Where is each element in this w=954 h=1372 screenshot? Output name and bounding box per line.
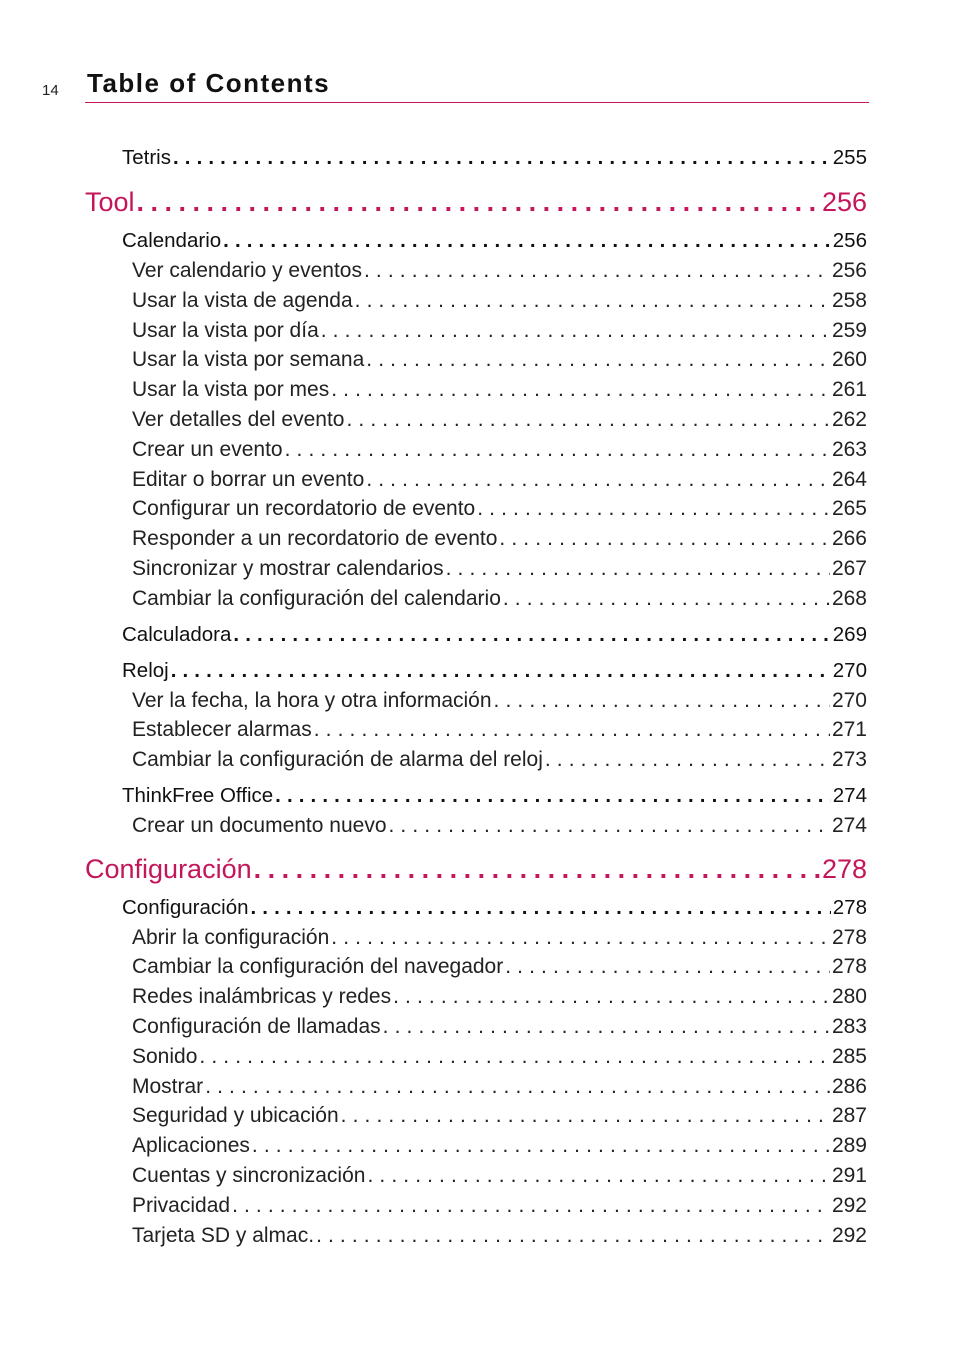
toc-entry-sub[interactable] bbox=[132, 955, 867, 983]
toc-entry-label: Establecer alarmas bbox=[132, 718, 312, 741]
toc-entry-label: Seguridad y ubicación bbox=[132, 1104, 339, 1127]
dot-leader bbox=[251, 896, 831, 920]
dot-leader bbox=[331, 926, 830, 950]
dot-leader bbox=[367, 1164, 830, 1188]
toc-entry-page-number: 264 bbox=[831, 468, 867, 491]
toc-entry-page-number: 278 bbox=[831, 955, 867, 978]
page-title: Table of Contents bbox=[87, 68, 331, 98]
toc-entry-page-number: 269 bbox=[832, 623, 867, 646]
toc-entry-label: Abrir la configuración bbox=[132, 926, 330, 949]
toc-entry-label: Usar la vista de agenda bbox=[132, 289, 353, 312]
toc-entry-page-number: 273 bbox=[831, 748, 867, 771]
toc-entry-sub[interactable] bbox=[132, 497, 867, 525]
dot-leader bbox=[446, 557, 830, 581]
toc-entry-page-number: 278 bbox=[832, 896, 867, 919]
dot-leader bbox=[477, 497, 830, 521]
toc-entry-page-number: 268 bbox=[831, 587, 867, 610]
dot-leader bbox=[314, 718, 830, 742]
dot-leader bbox=[252, 1134, 830, 1158]
toc-entry-section[interactable] bbox=[122, 784, 867, 812]
toc-entry-page-number: 256 bbox=[821, 187, 867, 217]
toc-entry-page-number: 263 bbox=[831, 438, 867, 461]
toc-entry-label: Calculadora bbox=[122, 623, 232, 646]
toc-entry-sub[interactable] bbox=[132, 1164, 867, 1192]
dot-leader bbox=[545, 748, 830, 772]
dot-leader bbox=[393, 985, 830, 1009]
toc-entry-label: ThinkFree Office bbox=[122, 784, 274, 807]
toc-entry-page-number: 267 bbox=[831, 557, 867, 580]
toc-entry-page-number: 256 bbox=[831, 259, 867, 282]
toc-entry-label: Redes inalámbricas y redes bbox=[132, 985, 392, 1008]
dot-leader bbox=[285, 438, 830, 462]
dot-leader bbox=[499, 527, 830, 551]
toc-entry-page-number: 255 bbox=[832, 146, 867, 169]
toc-entry-page-number: 292 bbox=[831, 1194, 867, 1217]
toc-entry-sub[interactable] bbox=[132, 814, 867, 842]
toc-entry-label: Cambiar la configuración del calendario bbox=[132, 587, 501, 610]
dot-leader bbox=[355, 289, 830, 313]
toc-entry-section[interactable] bbox=[122, 659, 867, 687]
toc-entry-sub[interactable] bbox=[132, 1045, 867, 1073]
toc-entry-page-number: 256 bbox=[832, 229, 867, 252]
toc-entry-sub[interactable] bbox=[132, 1194, 867, 1222]
toc-entry-sub[interactable] bbox=[132, 1224, 867, 1252]
toc-entry-label: Reloj bbox=[122, 659, 169, 682]
toc-entry-sub[interactable] bbox=[132, 689, 867, 717]
toc-entry-page-number: 283 bbox=[831, 1015, 867, 1038]
toc-entry-label: Ver calendario y eventos bbox=[132, 259, 362, 282]
toc-entry-sub[interactable] bbox=[132, 319, 867, 347]
toc-entry-label: Aplicaciones bbox=[132, 1134, 250, 1157]
dot-leader bbox=[223, 229, 831, 253]
toc-entry-label: Cuentas y sincronización bbox=[132, 1164, 366, 1187]
dot-leader bbox=[331, 378, 830, 402]
toc-entry-label: Usar la vista por semana bbox=[132, 348, 365, 371]
toc-entry-chapter[interactable] bbox=[85, 854, 867, 890]
toc-entry-section[interactable] bbox=[122, 623, 867, 651]
page-number: 14 bbox=[42, 82, 59, 99]
dot-leader bbox=[505, 955, 830, 979]
toc-entry-label: Configurar un recordatorio de evento bbox=[132, 497, 476, 520]
dot-leader bbox=[233, 623, 830, 647]
toc-entry-page-number: 259 bbox=[831, 319, 867, 342]
toc-entry-page-number: 289 bbox=[831, 1134, 867, 1157]
toc-entry-sub[interactable] bbox=[132, 259, 867, 287]
toc-entry-page-number: 270 bbox=[831, 689, 867, 712]
toc-entry-sub[interactable] bbox=[132, 718, 867, 746]
toc-entry-page-number: 286 bbox=[831, 1075, 867, 1098]
toc-entry-label: Configuración de llamadas bbox=[132, 1015, 381, 1038]
toc-entry-label: Ver la fecha, la hora y otra información bbox=[132, 689, 492, 712]
toc-entry-sub[interactable] bbox=[132, 926, 867, 954]
dot-leader bbox=[316, 1224, 830, 1248]
toc-entry-section[interactable] bbox=[122, 146, 867, 174]
toc-entry-sub[interactable] bbox=[132, 587, 867, 615]
dot-leader bbox=[366, 468, 830, 492]
dot-leader bbox=[366, 348, 830, 372]
dot-leader bbox=[254, 854, 820, 885]
toc-entry-sub[interactable] bbox=[132, 348, 867, 376]
toc-entry-page-number: 270 bbox=[832, 659, 867, 682]
toc-entry-label: Sincronizar y mostrar calendarios bbox=[132, 557, 444, 580]
toc-entry-label: Responder a un recordatorio de evento bbox=[132, 527, 498, 550]
toc-entry-page-number: 260 bbox=[831, 348, 867, 371]
toc-entry-sub[interactable] bbox=[132, 1104, 867, 1132]
toc-entry-page-number: 262 bbox=[831, 408, 867, 431]
toc-entry-page-number: 285 bbox=[831, 1045, 867, 1068]
toc-entry-page-number: 271 bbox=[831, 718, 867, 741]
toc-entry-page-number: 278 bbox=[831, 926, 867, 949]
toc-entry-page-number: 278 bbox=[821, 854, 867, 884]
toc-entry-page-number: 280 bbox=[831, 985, 867, 1008]
dot-leader bbox=[232, 1194, 830, 1218]
dot-leader bbox=[275, 784, 831, 808]
toc-entry-sub[interactable] bbox=[132, 408, 867, 436]
toc-entry-sub[interactable] bbox=[132, 289, 867, 317]
toc-entry-label: Configuración bbox=[85, 854, 252, 884]
toc-entry-page-number: 266 bbox=[831, 527, 867, 550]
dot-leader bbox=[137, 187, 820, 218]
toc-entry-label: Editar o borrar un evento bbox=[132, 468, 365, 491]
toc-entry-page-number: 287 bbox=[831, 1104, 867, 1127]
dot-leader bbox=[494, 689, 830, 713]
dot-leader bbox=[205, 1075, 830, 1099]
toc-entry-page-number: 261 bbox=[831, 378, 867, 401]
toc-entry-label: Privacidad bbox=[132, 1194, 231, 1217]
dot-leader bbox=[389, 814, 830, 838]
dot-leader bbox=[364, 259, 830, 283]
toc-entry-label: Tarjeta SD y almac. bbox=[132, 1224, 315, 1247]
toc-entry-label: Ver detalles del evento bbox=[132, 408, 345, 431]
toc-entry-page-number: 291 bbox=[831, 1164, 867, 1187]
toc-entry-sub[interactable] bbox=[132, 985, 867, 1013]
toc-entry-label: Crear un documento nuevo bbox=[132, 814, 387, 837]
toc-entry-label: Crear un evento bbox=[132, 438, 283, 461]
toc-entry-label: Tetris bbox=[122, 146, 171, 169]
toc-entry-label: Usar la vista por mes bbox=[132, 378, 330, 401]
toc-entry-sub[interactable] bbox=[132, 527, 867, 555]
toc-entry-chapter[interactable] bbox=[85, 187, 867, 223]
toc-entry-label: Tool bbox=[85, 187, 135, 217]
toc-entry-label: Configuración bbox=[122, 896, 249, 919]
dot-leader bbox=[346, 408, 829, 432]
toc-entry-page-number: 274 bbox=[831, 814, 867, 837]
toc-entry-page-number: 258 bbox=[831, 289, 867, 312]
dot-leader bbox=[321, 319, 830, 343]
toc-entry-sub[interactable] bbox=[132, 557, 867, 585]
toc-entry-page-number: 265 bbox=[831, 497, 867, 520]
toc-entry-section[interactable] bbox=[122, 229, 867, 257]
toc-entry-sub[interactable] bbox=[132, 378, 867, 406]
dot-leader bbox=[341, 1104, 830, 1128]
dot-leader bbox=[173, 146, 831, 170]
toc-entry-label: Usar la vista por día bbox=[132, 319, 319, 342]
toc-entry-page-number: 274 bbox=[832, 784, 867, 807]
toc-entry-label: Sonido bbox=[132, 1045, 198, 1068]
toc-entry-label: Cambiar la configuración del navegador bbox=[132, 955, 504, 978]
toc-entry-sub[interactable] bbox=[132, 1075, 867, 1103]
toc-entry-sub[interactable] bbox=[132, 438, 867, 466]
toc-entry-sub[interactable] bbox=[132, 468, 867, 496]
dot-leader bbox=[199, 1045, 830, 1069]
toc-entry-page-number: 292 bbox=[831, 1224, 867, 1247]
toc-entry-sub[interactable] bbox=[132, 1015, 867, 1043]
dot-leader bbox=[383, 1015, 830, 1039]
toc-entry-label: Cambiar la configuración de alarma del reloj bbox=[132, 748, 543, 771]
toc-entry-label: Calendario bbox=[122, 229, 222, 252]
toc-entry-sub[interactable] bbox=[132, 748, 867, 776]
toc-entry-section[interactable] bbox=[122, 896, 867, 924]
dot-leader bbox=[503, 587, 830, 611]
toc-entry-label: Mostrar bbox=[132, 1075, 204, 1098]
toc-entry-sub[interactable] bbox=[132, 1134, 867, 1162]
dot-leader bbox=[171, 659, 831, 683]
